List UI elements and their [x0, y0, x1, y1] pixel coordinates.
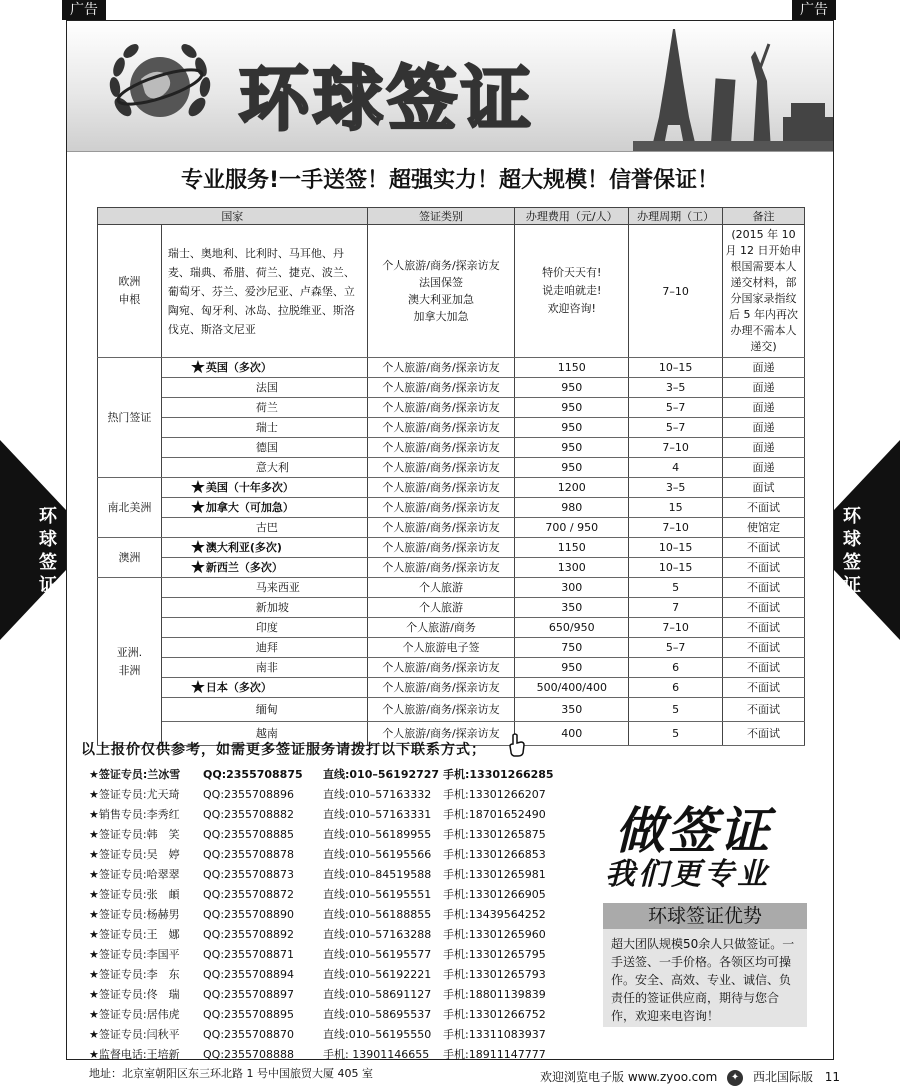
table-row — [98, 378, 805, 398]
contact-qq: QQ:2355708870 — [203, 1028, 295, 1041]
country-name: 印度 — [255, 621, 278, 634]
footer-publication: 西北国际版 — [752, 1070, 813, 1084]
country-name: 澳大利亚(多次) — [205, 541, 282, 554]
star-icon: ★ — [189, 557, 207, 578]
table-row — [98, 478, 805, 498]
table-row — [98, 558, 805, 578]
cell-type: 个人旅游/商务/探亲访友 — [367, 518, 515, 538]
cell-period: 6 — [629, 658, 723, 678]
country-name: 缅甸 — [255, 703, 278, 716]
table-row — [98, 538, 805, 558]
country-name: 瑞士 — [255, 421, 278, 434]
schengen-countries: 瑞士、奥地利、比利时、马耳他、丹麦、瑞典、希腊、荷兰、捷克、波兰、葡萄牙、芬兰、爱沙尼亚、卢森堡、立陶宛、匈牙利、冰岛、拉脱维亚、斯洛伐克、斯洛文尼亚 — [161, 225, 367, 358]
contact-role: ★签证专员:居伟虎 — [89, 1008, 180, 1021]
table-row — [98, 598, 805, 618]
cell-fee: 350 — [515, 598, 629, 618]
ad-label-right: 广告 — [792, 0, 836, 20]
contact-line: 直线:010–57163331 — [323, 808, 432, 821]
cell-period: 10–15 — [629, 538, 723, 558]
cell-type: 个人旅游/商务/探亲访友 — [367, 498, 515, 518]
region-cell: 热门签证 — [98, 358, 162, 478]
cell-note: 不面试 — [723, 578, 805, 598]
cell-type: 个人旅游/商务/探亲访友 — [367, 478, 515, 498]
footer-welcome: 欢迎浏览电子版 www.zyoo.com — [540, 1070, 718, 1084]
contact-qq: QQ:2355708882 — [203, 808, 295, 821]
contact-qq: QQ:2355708897 — [203, 988, 295, 1001]
country-cell — [161, 518, 367, 538]
cell-period: 15 — [629, 498, 723, 518]
table-row — [98, 418, 805, 438]
cell-fee: 950 — [515, 418, 629, 438]
cell-type: 个人旅游/商务/探亲访友 — [367, 418, 515, 438]
contact-line: 直线:010–57163332 — [323, 788, 432, 801]
contact-role: ★签证专员:尤天琦 — [89, 788, 180, 801]
country-name: 荷兰 — [255, 401, 278, 414]
cell-fee: 1200 — [515, 478, 629, 498]
country-name: 美国（十年多次） — [205, 481, 294, 494]
contact-role: ★签证专员:哈翠翠 — [89, 868, 180, 881]
cell-note: 面递 — [723, 358, 805, 378]
contact-line: 手机: 13901146655 — [323, 1048, 430, 1061]
cell-note: 面递 — [723, 398, 805, 418]
country-name: 新加坡 — [255, 601, 289, 614]
contact-role: ★签证专员:张 頔 — [89, 888, 180, 901]
cell-note: 不面试 — [723, 618, 805, 638]
cell-period: 7 — [629, 598, 723, 618]
cell-period: 10–15 — [629, 358, 723, 378]
country-cell — [161, 458, 367, 478]
cell-fee: 400 — [515, 722, 629, 746]
country-cell — [161, 618, 367, 638]
country-name: 英国（多次） — [205, 361, 272, 374]
cell-fee: 950 — [515, 438, 629, 458]
europe-period: 7–10 — [629, 225, 723, 358]
contact-line: 直线:010–56189955 — [323, 828, 432, 841]
contact-line: 直线:010–56192727 — [323, 768, 440, 781]
contact-mobile: 手机:13439564252 — [443, 908, 546, 921]
country-cell — [161, 638, 367, 658]
calligraphy-headline: 做签证 — [615, 801, 771, 860]
price-note: 以上报价仅供参考，如需更多签证服务请拨打以下联系方式； — [81, 742, 486, 758]
table-row — [98, 438, 805, 458]
country-cell — [161, 538, 367, 558]
country-name: 日本（多次） — [205, 681, 272, 694]
contact-role: ★销售专员:李秀红 — [89, 808, 180, 821]
country-cell — [161, 478, 367, 498]
cell-note: 不面试 — [723, 722, 805, 746]
country-name: 新西兰（多次） — [205, 561, 283, 574]
ad-label-left: 广告 — [62, 0, 106, 20]
region-cell: 澳洲 — [98, 538, 162, 578]
cell-type: 个人旅游/商务/探亲访友 — [367, 458, 515, 478]
region-cell: 亚洲. 非洲 — [98, 578, 162, 746]
contact-line: 直线:010–58695537 — [323, 1008, 432, 1021]
contact-qq: QQ:2355708878 — [203, 848, 295, 861]
contact-qq: QQ:2355708896 — [203, 788, 295, 801]
table-row — [98, 458, 805, 478]
country-cell — [161, 658, 367, 678]
slogan: 专业服务!一手送签！超强实力！超大规模！信誉保证！ — [180, 168, 720, 193]
advantage-text: 超大团队规模50余人只做签证。一手送签、一手价格。各领区均可操作。安全、高效、专业、诚信、负责任的签证供应商，期待与您合作，欢迎来电咨询！ — [611, 937, 795, 1023]
calligraphy-subline: 我们更专业 — [605, 857, 770, 892]
page-footer — [540, 1068, 840, 1086]
country-cell — [161, 698, 367, 722]
country-cell — [161, 358, 367, 378]
address: 地址：北京室朝阳区东三环北路 1 号中国旅贸大厦 405 室 — [89, 1067, 373, 1080]
contact-mobile: 手机:13301265793 — [443, 968, 546, 981]
landmarks-illustration — [633, 21, 833, 151]
contact-role: ★签证专员:兰冰雪 — [89, 768, 181, 781]
contact-mobile: 手机:18911147777 — [443, 1048, 546, 1061]
country-name: 古巴 — [255, 521, 278, 534]
cell-type: 个人旅游/商务/探亲访友 — [367, 698, 515, 722]
cell-fee: 950 — [515, 398, 629, 418]
cell-note: 不面试 — [723, 658, 805, 678]
cell-period: 10–15 — [629, 558, 723, 578]
table-row — [98, 638, 805, 658]
country-cell — [161, 398, 367, 418]
country-name: 意大利 — [255, 461, 289, 474]
contact-role: ★签证专员:杨赫男 — [89, 908, 180, 921]
contact-mobile: 手机:13301266905 — [443, 888, 546, 901]
contact-qq: QQ:2355708895 — [203, 1008, 295, 1021]
cell-type: 个人旅游 — [367, 578, 515, 598]
contact-qq: QQ:2355708872 — [203, 888, 295, 901]
table-row — [98, 518, 805, 538]
contact-mobile: 手机:13301266285 — [443, 768, 554, 781]
cell-note: 不面试 — [723, 498, 805, 518]
cell-note: 不面试 — [723, 678, 805, 698]
contact-qq: QQ:2355708871 — [203, 948, 295, 961]
page-number: 11 — [824, 1070, 841, 1084]
contact-mobile: 手机:18801139839 — [443, 988, 546, 1001]
cell-period: 5 — [629, 698, 723, 722]
country-name: 德国 — [255, 441, 278, 454]
contact-role: ★签证专员:王 娜 — [89, 928, 180, 941]
cell-period: 4 — [629, 458, 723, 478]
table-row — [98, 698, 805, 722]
contact-mobile: 手机:13301265795 — [443, 948, 546, 961]
contact-line: 直线:010–56195566 — [323, 848, 432, 861]
cell-period: 3–5 — [629, 378, 723, 398]
cell-type: 个人旅游/商务/探亲访友 — [367, 678, 515, 698]
cell-fee: 1150 — [515, 358, 629, 378]
cell-type: 个人旅游/商务/探亲访友 — [367, 358, 515, 378]
cell-note: 面递 — [723, 458, 805, 478]
star-icon: ★ — [189, 357, 207, 378]
table-row — [98, 358, 805, 378]
contact-line: 直线:010–58691127 — [323, 988, 432, 1001]
region-cell: 南北美洲 — [98, 478, 162, 538]
country-name: 加拿大（可加急） — [205, 501, 294, 514]
cell-period: 5 — [629, 578, 723, 598]
contact-line: 直线:010–56195577 — [323, 948, 432, 961]
contact-role: ★签证专员:闫秋平 — [89, 1028, 180, 1041]
contact-role: ★签证专员:佟 瑞 — [89, 988, 180, 1001]
contact-mobile: 手机:13301265960 — [443, 928, 546, 941]
contact-mobile: 手机:13301265875 — [443, 828, 546, 841]
cell-period: 7–10 — [629, 618, 723, 638]
table-row — [98, 498, 805, 518]
country-name: 迪拜 — [255, 641, 278, 654]
cell-note: 面试 — [723, 478, 805, 498]
contact-mobile: 手机:18701652490 — [443, 808, 546, 821]
contact-mobile: 手机:13301265981 — [443, 868, 546, 881]
table-row — [98, 678, 805, 698]
country-cell — [161, 598, 367, 618]
cell-fee: 1150 — [515, 538, 629, 558]
cell-type: 个人旅游/商务/探亲访友 — [367, 378, 515, 398]
europe-fee: 特价天天有! 说走咱就走! 欢迎咨询! — [515, 225, 629, 358]
cell-type: 个人旅游/商务 — [367, 618, 515, 638]
header-note: 备注 — [723, 208, 805, 225]
country-name: 南非 — [255, 661, 278, 674]
cell-note: 使馆定 — [723, 518, 805, 538]
country-name: 越南 — [255, 727, 278, 740]
contact-line: 直线:010–57163288 — [323, 928, 432, 941]
cell-period: 5–7 — [629, 418, 723, 438]
cell-note: 面递 — [723, 378, 805, 398]
contact-line: 直线:010–56195551 — [323, 888, 432, 901]
visa-price-table — [97, 207, 805, 746]
cell-period: 5–7 — [629, 638, 723, 658]
country-cell — [161, 558, 367, 578]
cell-period: 7–10 — [629, 518, 723, 538]
star-icon: ★ — [189, 497, 207, 518]
header-period: 办理周期（工） — [629, 208, 723, 225]
table-row — [98, 578, 805, 598]
banner — [67, 21, 833, 152]
cell-note: 不面试 — [723, 598, 805, 618]
cell-note: 不面试 — [723, 698, 805, 722]
cell-fee: 1300 — [515, 558, 629, 578]
cell-note: 不面试 — [723, 558, 805, 578]
cell-note: 面递 — [723, 438, 805, 458]
cell-fee: 650/950 — [515, 618, 629, 638]
contact-qq: QQ:2355708885 — [203, 828, 295, 841]
contact-mobile: 手机:13301266853 — [443, 848, 546, 861]
globe-laurel-logo — [105, 37, 215, 137]
cell-type: 个人旅游 — [367, 598, 515, 618]
contact-mobile: 手机:13311083937 — [443, 1028, 546, 1041]
cell-type: 个人旅游/商务/探亲访友 — [367, 558, 515, 578]
star-icon: ★ — [189, 477, 207, 498]
cell-type: 个人旅游电子签 — [367, 638, 515, 658]
contact-role: ★监督电话:王培新 — [89, 1048, 180, 1061]
header-visa-type: 签证类别 — [367, 208, 515, 225]
country-cell — [161, 438, 367, 458]
star-icon: ★ — [189, 677, 207, 698]
contact-qq: QQ:2355708888 — [203, 1048, 295, 1061]
contact-qq: QQ:2355708873 — [203, 868, 295, 881]
header-fee: 办理费用（元/人） — [515, 208, 629, 225]
cell-fee: 950 — [515, 458, 629, 478]
europe-note: (2015 年 10 月 12 日开始申根国需要本人递交材料，部分国家录指纹后 5 年内再次办理不需本人递交) — [723, 225, 805, 358]
cell-type: 个人旅游/商务/探亲访友 — [367, 658, 515, 678]
contact-qq: QQ:2355708892 — [203, 928, 295, 941]
table-row — [98, 658, 805, 678]
contact-role: ★签证专员:李国平 — [89, 948, 180, 961]
contact-mobile: 手机:13301266752 — [443, 1008, 546, 1021]
cell-fee: 500/400/400 — [515, 678, 629, 698]
cell-fee: 750 — [515, 638, 629, 658]
advantage-box — [603, 903, 807, 1027]
cell-type: 个人旅游/商务/探亲访友 — [367, 438, 515, 458]
contact-line: 直线:010–84519588 — [323, 868, 432, 881]
contact-line: 直线:010–56188855 — [323, 908, 432, 921]
cell-fee: 350 — [515, 698, 629, 722]
cell-period: 7–10 — [629, 438, 723, 458]
contact-qq: QQ:2355708875 — [203, 768, 303, 781]
side-label-right: 环球签证 — [843, 506, 861, 596]
table-header — [98, 208, 805, 225]
country-name: 法国 — [255, 381, 278, 394]
europe-visa-types: 个人旅游/商务/探亲访友 法国保签 澳大利亚加急 加拿大加急 — [367, 225, 515, 358]
cell-note: 不面试 — [723, 538, 805, 558]
table-row-europe — [98, 225, 805, 358]
cell-fee: 950 — [515, 658, 629, 678]
country-cell — [161, 498, 367, 518]
cell-period: 5–7 — [629, 398, 723, 418]
table-row — [98, 398, 805, 418]
cell-period: 6 — [629, 678, 723, 698]
cell-note: 面递 — [723, 418, 805, 438]
bird-logo-icon: ✦ — [727, 1070, 743, 1086]
country-cell — [161, 578, 367, 598]
cell-type: 个人旅游/商务/探亲访友 — [367, 538, 515, 558]
contact-line: 直线:010–56192221 — [323, 968, 432, 981]
cell-note: 不面试 — [723, 638, 805, 658]
region-europe: 欧洲 申根 — [98, 225, 162, 358]
contact-qq: QQ:2355708894 — [203, 968, 295, 981]
advantage-title: 环球签证优势 — [603, 903, 807, 929]
contact-role: ★签证专员:吴 婷 — [89, 848, 180, 861]
cell-type: 个人旅游/商务/探亲访友 — [367, 398, 515, 418]
table-row — [98, 618, 805, 638]
cell-fee: 980 — [515, 498, 629, 518]
contact-qq: QQ:2355708890 — [203, 908, 295, 921]
contact-mobile: 手机:13301266207 — [443, 788, 546, 801]
contact-role: ★签证专员:李 东 — [89, 968, 180, 981]
country-cell — [161, 418, 367, 438]
star-icon: ★ — [189, 537, 207, 558]
contact-role: ★签证专员:韩 笑 — [89, 828, 180, 841]
pointing-hand-icon — [507, 733, 527, 757]
side-label-left: 环球签证 — [39, 506, 57, 596]
cell-period: 3–5 — [629, 478, 723, 498]
cell-period: 5 — [629, 722, 723, 746]
header-country: 国家 — [98, 208, 368, 225]
cell-fee: 300 — [515, 578, 629, 598]
cell-fee: 950 — [515, 378, 629, 398]
country-cell — [161, 378, 367, 398]
banner-title: 环球签证 — [239, 58, 535, 140]
cell-type: 个人旅游/商务/探亲访友 — [367, 722, 515, 746]
cell-fee: 700 / 950 — [515, 518, 629, 538]
country-cell — [161, 678, 367, 698]
country-name: 马来西亚 — [255, 581, 300, 594]
contact-line: 直线:010–56195550 — [323, 1028, 432, 1041]
